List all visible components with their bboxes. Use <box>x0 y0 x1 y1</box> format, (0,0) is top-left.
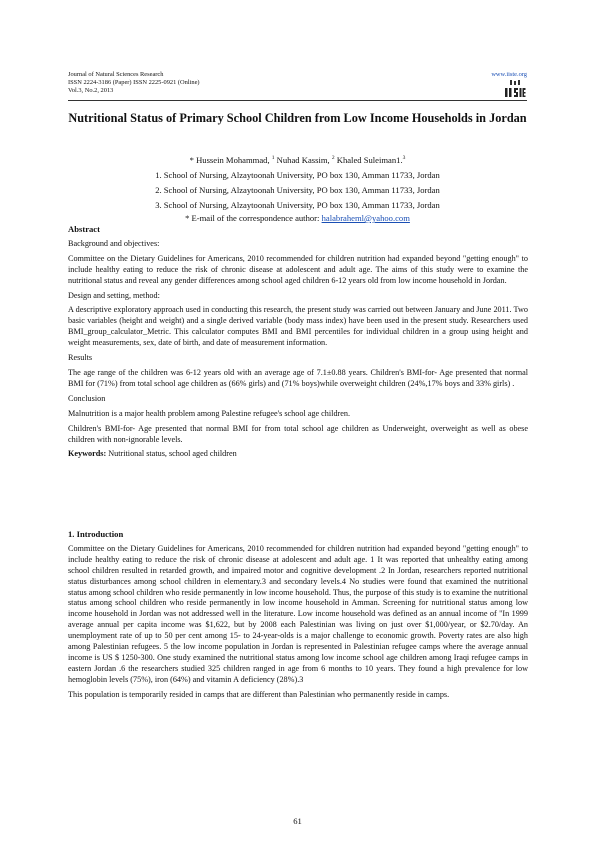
background-text: Committee on the Dietary Guidelines for Americans, 2010 recommended for children nutrition had expanded beyond "getting enough" to include healthy eating to reduce the risk of chronic disease at adolescent and adult age. The aims of this study were to examine the nutritional status and reveal any gender differences among school aged children 6-12 years old from low income household in Jordan. <box>68 253 528 285</box>
conclusion-text-2: Children's BMI-for- Age presented that normal BMI for from total school age children as Underweight, overweight as well as obese children with non-ignorable levels. <box>68 423 528 444</box>
author-line <box>68 151 527 168</box>
author-1: * Hussein Mohammad, <box>189 154 270 165</box>
background-heading: Background and objectives: <box>68 238 160 248</box>
author-3: Khaled Suleiman1. <box>336 154 403 165</box>
email-link[interactable]: halabraheml@yahoo.com <box>321 212 410 223</box>
results-text: The age range of the children was 6-12 years old with an average age of 7.1±0.88 years. Children's BMI-for- Age presented that normal BMI for (71%) from total school age children as (66% girls) and (71% boys)while overweight children (24%,17% boys and 33% girls) . <box>68 367 528 388</box>
keywords-line <box>68 449 528 460</box>
design-heading: Design and setting, method: <box>68 290 160 300</box>
header-rule <box>68 100 527 101</box>
correspondence-email <box>68 213 527 224</box>
affiliation-2: 2. School of Nursing, Alzaytoonah University, PO box 130, Amman 11733, Jordan <box>155 184 440 195</box>
introduction-paragraph-1: Committee on the Dietary Guidelines for Americans, 2010 recommended for children nutrition had expanded beyond "getting enough" to include healthy eating to reduce the risk of chronic disease at adolescent and adult age. 1 It was reported that unhealthy eating among school children resulted in retarded growth, and impaired motor and cognitive development .2 In Jordan, researchers reported nutritional status disturbances among school children in elementary.3 and secondary levels.4 No studies were found that examined the nutritional status among school children who reside permanently in low income household. Thus, the purpose of this study is to examine the nutritional status among school children who reside permanently in low income household in Amman. Screening for nutritional status among low income household in Jordan was not addressed well in the literature. Low income household was defined as an annual income of "In 1999 average annual per capita income was $1,622, but by 2008 each Palestinian was living on just over $1,000/year, or $2.70/day. An unemployment rate of up to 50 per cent among 15- to 24-year-olds is a major challenge to economic growth. Poverty rates are also high among Palestinian refugees. 5 the low income population in Jordan is represented in Palestinian refugee camps where the average annual income is US $ 1250-300. One study examined the nutritional status among low income school age children among Iraqi refugee camps in eastern Jordan .6 the researchers studied 325 children ranged in age from 6 months to 10 years. They found a high prevalence for low hemoglobin levels (75%), iron (64%) and vitamin A deficiency (28%).3 <box>68 543 528 684</box>
keywords-text: Nutritional status, school aged children <box>108 449 237 459</box>
keywords-label: Keywords: <box>68 449 107 459</box>
journal-issn: ISSN 2224-3186 (Paper) ISSN 2225-0921 (Online) <box>68 79 200 87</box>
page-number: 61 <box>293 816 302 826</box>
design-text: A descriptive exploratory approach used in conducting this research, the present study was carried out between January and June 2011. Two basic variables (height and weight) and a single derived variable (body mass index) have been used in the present study. Researchers used BMI_group_calculator_Metric. This calculator computes BMI and BMI percentiles for individual children in a group using height and weight measurements, sex, date of birth, and date of measurement information. <box>68 305 528 348</box>
results-heading: Results <box>68 353 93 363</box>
author-2-sup: 2 <box>331 155 335 161</box>
email-prefix: * E-mail of the correspondence author: <box>185 212 320 223</box>
conclusion-heading: Conclusion <box>68 393 106 403</box>
journal-website-link[interactable]: www.iiste.org <box>491 71 527 78</box>
introduction-heading: 1. Introduction <box>68 529 124 539</box>
affiliation-1: 1. School of Nursing, Alzaytoonah University, PO box 130, Amman 11733, Jordan <box>155 169 440 180</box>
abstract-heading: Abstract <box>68 224 100 234</box>
introduction-section <box>68 529 528 701</box>
abstract-section <box>68 224 528 460</box>
author-1-sup: 1 <box>271 155 275 161</box>
affiliation-3: 3. School of Nursing, Alzaytoonah University, PO box 130, Amman 11733, Jordan <box>155 199 440 210</box>
author-3-sup: 3 <box>402 155 406 161</box>
iiste-logo <box>504 80 526 98</box>
author-2: Nuhad Kassim, <box>276 154 330 165</box>
journal-name: Journal of Natural Sciences Research <box>68 71 164 78</box>
introduction-paragraph-2: This population is temporarily resided in camps that are different than Palestinian who permanently reside in camps. <box>68 689 450 699</box>
journal-volume: Vol.3, No.2, 2013 <box>68 87 114 95</box>
journal-header <box>68 71 200 96</box>
author-block <box>68 151 527 224</box>
conclusion-text-1: Malnutrition is a major health problem among Palestine refugee's school age children. <box>68 408 351 418</box>
paper-title: Nutritional Status of Primary School Children from Low Income Households in Jordan <box>68 111 527 125</box>
